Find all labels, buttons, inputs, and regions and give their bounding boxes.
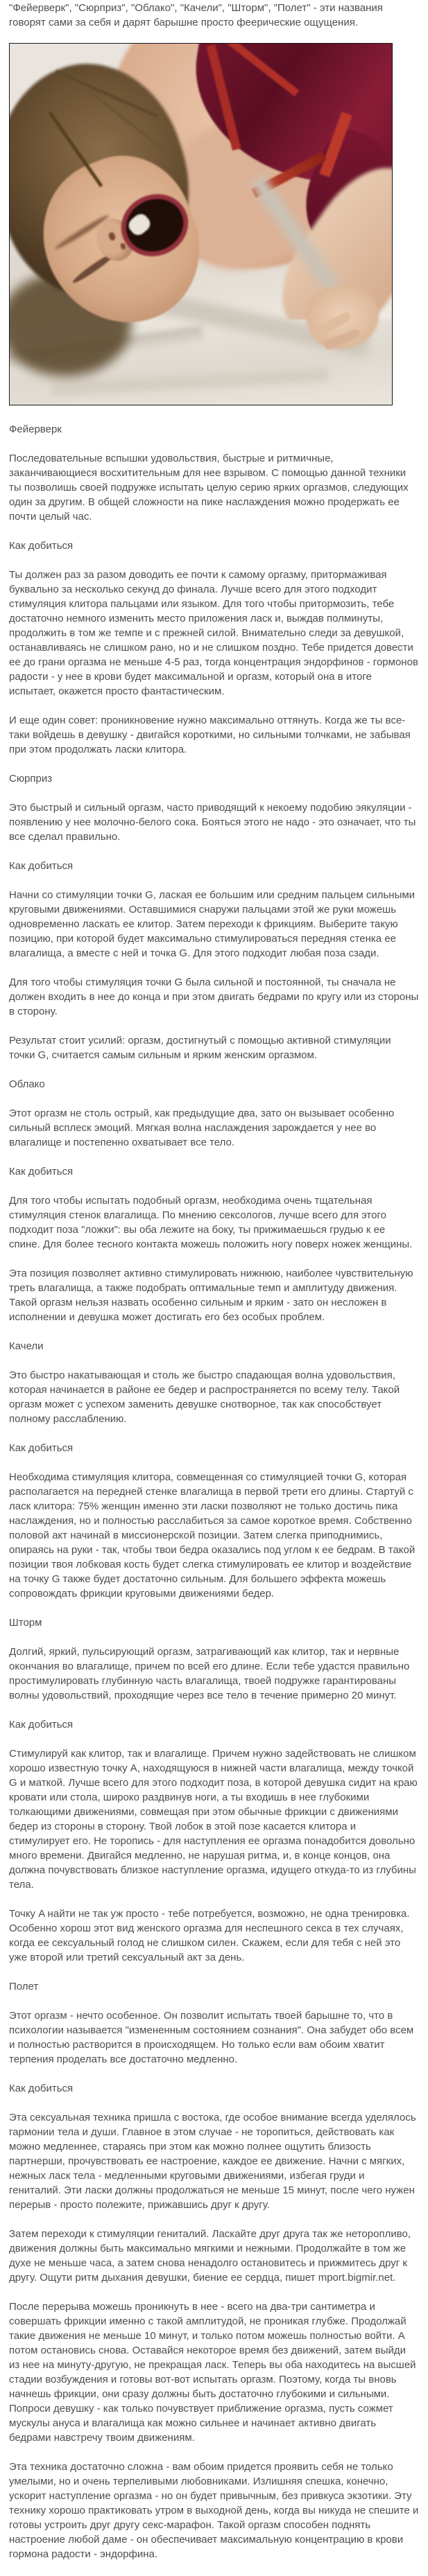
heading-how-to-swing: Как добиться <box>9 1442 74 1454</box>
para-surprise-result: Результат стоит усилий: оргазм, достигнутый с помощью активной стимуляции точки G, считается самым сильным и ярким женским оргазмом. <box>9 1035 391 1061</box>
para-swing-description: Это быстро накатывающая и столь же быстро спадающая волна удовольствия, которая начинается в районе ее бедер и распространяется по всему телу. Такой оргазм может с успехом заменить девушке снотворное, так как способствует полному расслаблению. <box>9 1369 400 1425</box>
para-fireworks-description: Последовательные вспышки удовольствия, быстрые и ритмичные, заканчивающиеся восхитительным для нее взрывом. С помощью данной техники ты позволишь своей подружке испытать целую серию ярких оргазмов, следующих один за другим. В общей сложности на пике наслаждения можно продержать ее почти целый час. <box>9 453 409 523</box>
article-intro-block <box>0 1 428 30</box>
heading-how-to-fireworks: Как добиться <box>9 540 74 552</box>
article-body <box>0 422 428 2561</box>
heading-flight: Полет <box>9 1981 39 1992</box>
heading-cloud: Облако <box>9 1078 45 1090</box>
heading-how-to-surprise: Как добиться <box>9 860 74 872</box>
para-fireworks-tip: И еще один совет: проникновение нужно максимально оттянуть. Когда же ты все-таки войдешь в девушку - двигайся короткими, но сильными толчками, не забывая при этом продолжать ласки клитора. <box>9 715 411 755</box>
para-flight-conclusion: Эта техника достаточно сложна - вам обоим придется проявить себя не только умелыми, но и очень терпеливыми любовниками. Излишняя спешка, конечно, ускорит наступление оргазма - но он будет привычным, без привкуса экзотики. Эту технику хорошо практиковать утром в выходной день, когда вы никуда не спешите и готовы устроить друг другу секс-марафон. Такой оргазм способен поднять настроение любой даме - он обеспечивает максимальную концентрацию в крови гормона радости - эндорфина. <box>9 2461 419 2560</box>
heading-how-to-flight: Как добиться <box>9 2083 74 2094</box>
para-storm-description: Долгий, яркий, пульсирующий оргазм, затрагивающий как клитор, так и нервные окончания во влагалище, причем по всей его длине. Если тебе удастся правильно простимулировать глубинную часть влагалища, твоей подружке гарантированы волны удовольствий, проходящие через все тело в течение примерно 20 минут. <box>9 1646 410 1701</box>
para-cloud-description: Этот оргазм не столь острый, как предыдущие два, зато он вызывает особенно сильный всплеск эмоций. Мягкая волна наслаждения зарождается у нее во влагалище и постепенно охватывает все тело. <box>9 1107 395 1148</box>
heading-swing: Качели <box>9 1340 44 1352</box>
para-flight-description: Этот оргазм - нечто особенное. Он позволит испытать твоей барышне то, что в психологии называется "измененным состоянием сознания". Она забудет обо всем и полностью растворится в происходящем. Но только если вам обоим хватит терпения проделать все достаточно медленно. <box>9 2010 414 2065</box>
para-fireworks-technique: Ты должен раз за разом доводить ее почти к самому оргазму, притормаживая буквально за несколько секунд до финала. Лучше всего для этого подходит стимуляция клитора пальцами или языком. Для того чтобы притормозить, тебе достаточно немного изменить место приложения ласк и, выждав полминуты, продолжить в том же темпе и с прежней силой. Внимательно следи за девушкой, останавливаясь не слишком рано, но и не слишком поздно. Тебе придется довести ее до грани оргазма не меньше 4-5 раз, тогда концентрация эндорфинов - гормонов радости - у нее в крови будет максимальной и оргазм, который она в итоге испытает, окажется просто фантастическим. <box>9 569 418 697</box>
heading-fireworks: Фейерверк <box>9 423 62 435</box>
para-cloud-technique: Для того чтобы испытать подобный оргазм, необходима очень тщательная стимуляция стенок влагалища. По мнению сексологов, лучше всего для этого подходит поза "ложки": вы оба лежите на боку, ты прижимаешься грудью к ее спине. Для более тесного контакта можешь положить ногу поверх ножек женщины. <box>9 1195 413 1250</box>
para-cloud-position: Эта позиция позволяет активно стимулировать нижнюю, наиболее чувствительную треть влагалища, а также подобрать оптимальные темп и амплитуду движения. Такой оргазм нельзя назвать особенно сильным и ярким - зато он несложен в исполнении и девушка может достигать его без особых проблем. <box>9 1268 413 1323</box>
para-storm-technique: Стимулируй как клитор, так и влагалище. Причем нужно задействовать не слишком хорошо известную точку A, находящуюся в нижней части влагалища, между точкой G и маткой. Лучше всего для этого подходит поза, в которой девушка сидит на краю кровати или стола, широко раздвинув ноги, а ты входишь в нее глубокими толкающими движениями, совмещая при этом обычные фрикции с движениями бедер из стороны в сторону. Твой лобок в этой позе касается клитора и стимулирует его. Не торопись - для наступления ее оргазма понадобится довольно много времени. Двигайся медленно, не нарушая ритма, и, в конце концов, она должна почувствовать близкое наступление оргазма, идущего откуда-то из глубины тела. <box>9 1748 418 1891</box>
heading-storm: Шторм <box>9 1617 42 1629</box>
para-storm-apoint: Точку A найти не так уж просто - тебе потребуется, возможно, не одна тренировка. Особенно хорош этот вид женского оргазма для неспешного секса в тех случаях, когда ее сексуальный голод не слишком силен. Скажем, если для тебя с ней это уже второй или третий сексуальный акт за день. <box>9 1908 410 1963</box>
article-intro: "Фейерверк", "Сюрприз", "Облако", "Качели", "Шторм", "Полет" - эти названия говорят сами за себя и дарят барышне просто феерические ощущения. <box>9 2 383 28</box>
woman-on-bed-photo <box>9 43 393 405</box>
para-flight-technique: Эта сексуальная техника пришла с востока, где особое внимание всегда уделялось гармонии тела и души. Главное в этом случае - не торопиться, действовать как можно медленнее, стараясь при этом как можно полнее ощутить близость партнерши, прочувствовать ее настроение, каждое ее движение. Начни с мягких, нежных ласк тела - медленными круговыми движениями, избегая груди и гениталий. Эти ласки должны продолжаться не меньше 15 минут, после чего нужен перерыв - просто полежите, прижавшись друг к другу. <box>9 2112 416 2211</box>
para-surprise-technique: Начни со стимуляции точки G, лаская ее большим или средним пальцем сильными круговыми движениями. Оставшимися снаружи пальцами этой же руки можешь одновременно ласкать ее клитор. Затем переходи к фрикциям. Выберите такую позицию, при которой будет максимально стимулироваться передняя стенка ее влагалища, а вместе с ней и точка G. Для этого подходит любая поза сзади. <box>9 889 416 959</box>
para-flight-penetration: После перерыва можешь проникнуть в нее - всего на два-три сантиметра и совершать фрикции именно с такой амплитудой, не проникая глубже. Продолжай такие движения не меньше 10 минут, и только потом можешь полностью войти. А потом остановись снова. Оставайся некоторое время без движений, затем выйди из нее на минуту-другую, не прекращая ласк. Теперь вы оба находитесь на высшей стадии возбуждения и готовы вот-вот испытать оргазм. Поэтому, когда ты вновь начнешь фрикции, они сразу должны быть достаточно глубокими и сильными. Попроси девушку - как только почувствует приближение оргазма, пусть сожмет мускулы ануса и влагалища как можно сильнее и начинает активно двигать бедрами навстречу твоим движениям. <box>9 2301 416 2444</box>
para-surprise-gspot: Для того чтобы стимуляция точки G была сильной и постоянной, ты сначала не должен входить в нее до конца и при этом двигать бедрами по кругу или из стороны в сторону. <box>9 976 419 1017</box>
heading-how-to-cloud: Как добиться <box>9 1166 74 1177</box>
heading-surprise: Сюрприз <box>9 773 53 785</box>
para-flight-genitals: Затем переходи к стимуляции гениталий. Ласкайте друг друга так же неторопливо, движения должны быть максимально мягкими и нежными. Продолжайте в том же духе не меньше часа, а затем снова ненадолго остановитесь и прижмитесь друг к другу. Ощути ритм дыхания девушки, биение ее сердца, пишет mport.bigmir.net. <box>9 2228 411 2284</box>
para-swing-technique: Необходима стимуляция клитора, совмещенная со стимуляцией точки G, которая располагается на передней стенке влагалища в первой трети его длины. Стартуй с ласк клитора: 75% женщин именно эти ласки позволяют не только достичь пика наслаждения, но и полностью расслабиться за самое короткое время. Собственно половой акт начинай в миссионерской позиции. Затем слегка приподнимись, опираясь на руки - так, чтобы твои бедра оказались под углом к ее бедрам. В такой позиции твоя лобковая кость будет слегка стимулировать ее клитор и воздействие на точку G также будет достаточно сильным. Для большего эффекта можешь сопровождать фрикции круговыми движениями бедер. <box>9 1471 416 1600</box>
heading-how-to-storm: Как добиться <box>9 1719 74 1731</box>
para-surprise-description: Это быстрый и сильный оргазм, часто приводящий к некоему подобию эякуляции - появлению у нее молочно-белого сока. Бояться этого не надо - это означает, что ты все сделал правильно. <box>9 802 416 843</box>
